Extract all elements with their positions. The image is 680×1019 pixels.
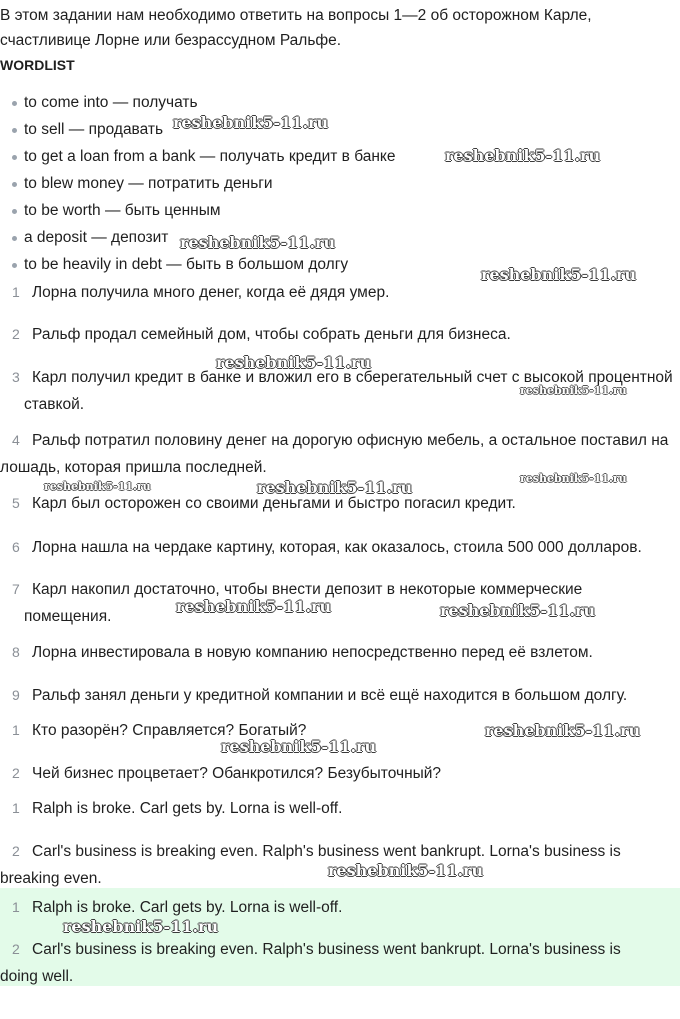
watermark: reshebnik5-11.ru <box>520 472 627 485</box>
bullet-icon <box>12 128 17 133</box>
answer-item: 2 Carl's business is breaking even. Ralph's business went bankrupt. Lorna's business is breaking even. <box>0 843 621 887</box>
question-item: 2 Чей бизнес процветает? Обанкротился? Безубыточный? <box>12 765 442 782</box>
statement-item: 1 Лорна получила много денег, когда её дядя умер. <box>12 284 390 301</box>
watermark: reshebnik5-11.ru <box>257 478 413 497</box>
corrected-answer-item: 2 Carl's business is breaking even. Ralph's business went bankrupt. Lorna's business is doing well. <box>0 941 621 985</box>
watermark: reshebnik5-11.ru <box>180 233 336 252</box>
corrected-answer-item: 1 Ralph is broke. Carl gets by. Lorna is well-off. <box>12 899 343 916</box>
watermark: reshebnik5-11.ru <box>63 917 219 936</box>
statement-item: 5 Карл был осторожен со своими деньгами и быстро погасил кредит. <box>12 495 516 512</box>
bullet-icon <box>12 209 17 214</box>
statement-item: 9 Ральф занял деньги у кредитной компании и всё ещё находится в большом долгу. <box>12 687 628 704</box>
statement-item: 8 Лорна инвестировала в новую компанию непосредственно перед её взлетом. <box>12 644 593 661</box>
bullet-icon <box>12 155 17 160</box>
watermark: reshebnik5-11.ru <box>445 146 601 165</box>
watermark: reshebnik5-11.ru <box>176 597 332 616</box>
watermark: reshebnik5-11.ru <box>328 861 484 880</box>
bullet-icon <box>12 263 17 268</box>
statement-item: 2 Ральф продал семейный дом, чтобы собрать деньги для бизнеса. <box>12 326 511 343</box>
statement-item: 6 Лорна нашла на чердаке картину, которая, как оказалось, стоила 500 000 долларов. <box>12 539 642 556</box>
bullet-icon <box>12 101 17 106</box>
watermark: reshebnik5-11.ru <box>520 384 627 397</box>
statement-item: 4 Ральф потратил половину денег на дорогую офисную мебель, а остальное поставил на лошадь, которая пришла последней. <box>0 432 669 476</box>
bullet-icon <box>12 182 17 187</box>
watermark: reshebnik5-11.ru <box>216 353 372 372</box>
watermark: reshebnik5-11.ru <box>481 265 637 284</box>
statement-item: 7 Карл накопил достаточно, чтобы внести депозит в некоторые коммерческие помещения. <box>12 581 583 625</box>
watermark: reshebnik5-11.ru <box>485 721 641 740</box>
question-item: 1 Кто разорён? Справляется? Богатый? <box>12 722 307 739</box>
watermark: reshebnik5-11.ru <box>440 601 596 620</box>
bullet-icon <box>12 236 17 241</box>
watermark: reshebnik5-11.ru <box>221 737 377 756</box>
answer-item: 1 Ralph is broke. Carl gets by. Lorna is well-off. <box>12 800 343 817</box>
watermark: reshebnik5-11.ru <box>173 113 329 132</box>
statement-item: 3 Карл получил кредит в банке и вложил его в сберегательный счет с высокой процентной ставкой. <box>12 369 673 413</box>
intro-text: В этом задании нам необходимо ответить на вопросы 1—2 об осторожном Карле, счастливице Лорне или безрассудном Ральфе. <box>0 7 592 49</box>
watermark: reshebnik5-11.ru <box>44 480 151 493</box>
wordlist-title: WORDLIST <box>0 57 75 73</box>
